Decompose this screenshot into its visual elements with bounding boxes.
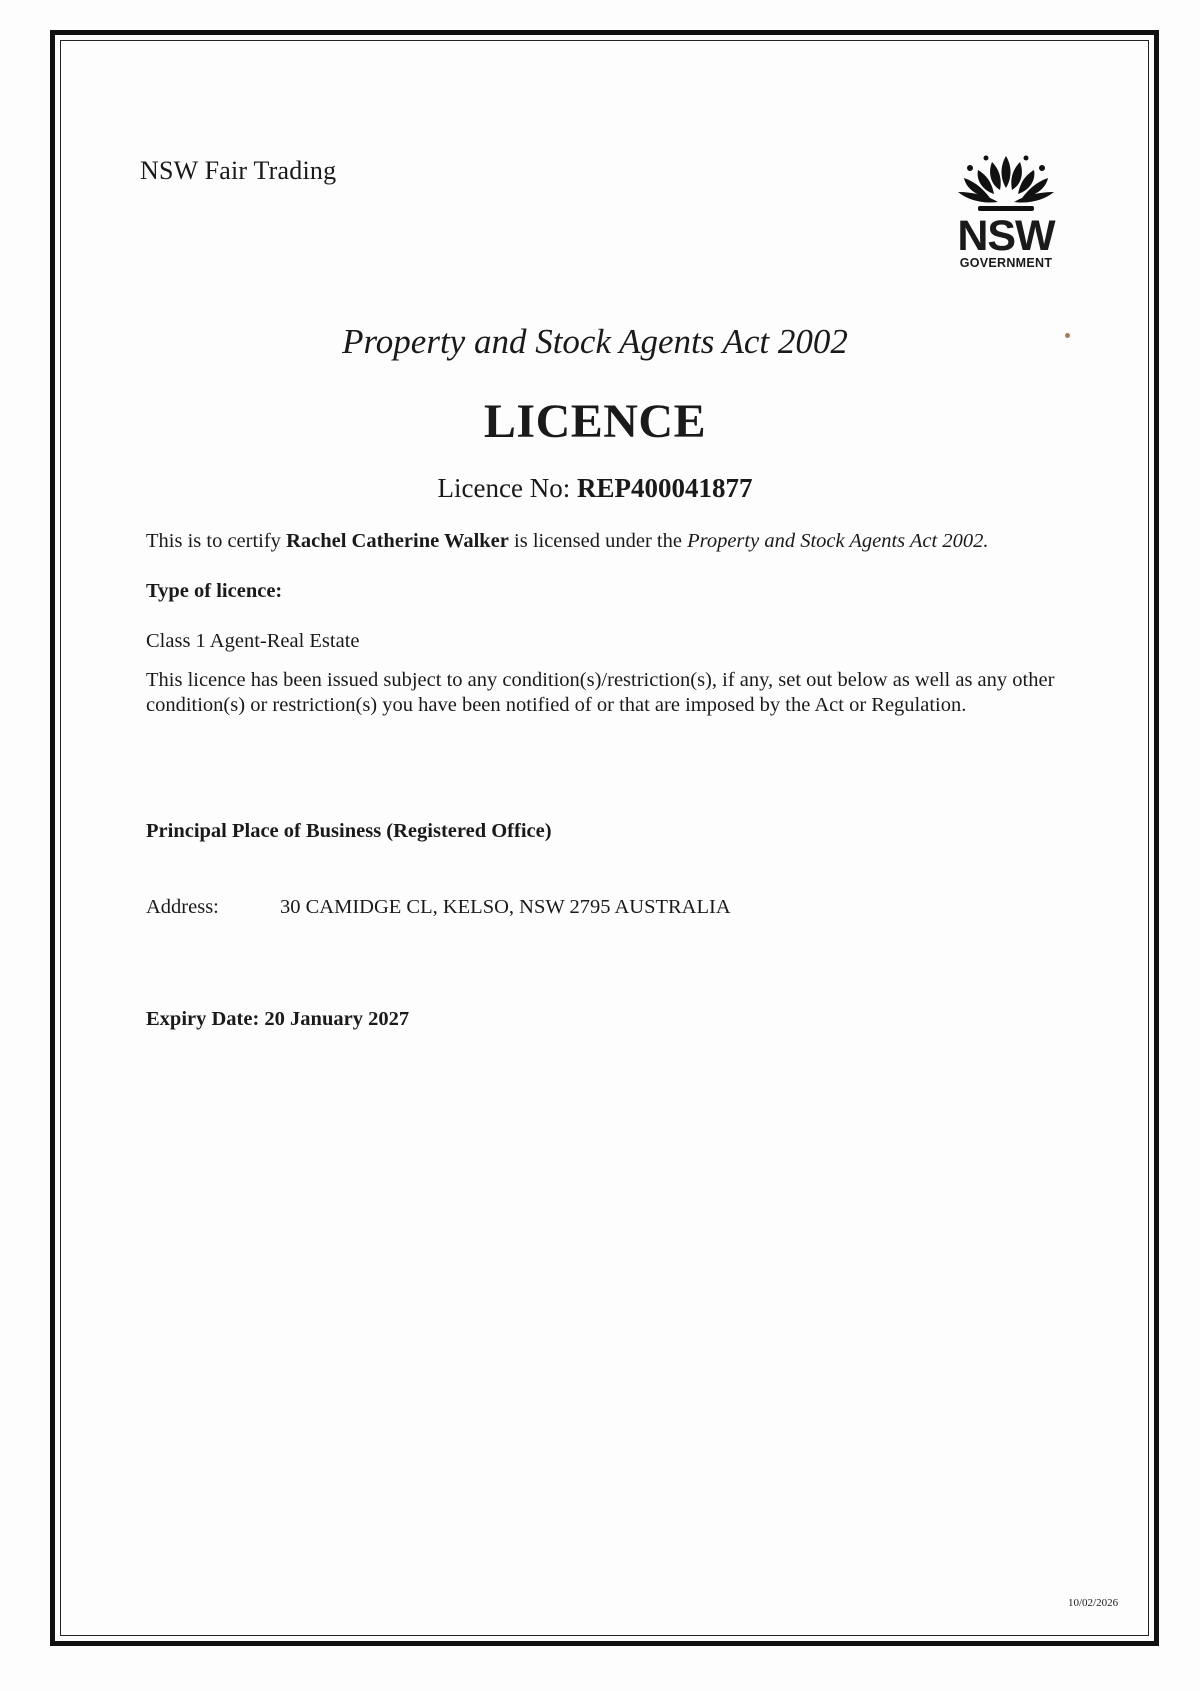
certify-act: Property and Stock Agents Act 2002. [687, 530, 989, 552]
licence-type-value: Class 1 Agent-Real Estate [146, 630, 360, 652]
logo-nsw-text: NSW [957, 212, 1055, 260]
print-date: 10/02/2026 [1068, 1597, 1119, 1609]
licence-number-label: Licence No: [437, 473, 571, 503]
licensee-name: Rachel Catherine Walker [286, 530, 509, 552]
business-heading: Principal Place of Business (Registered Office) [146, 820, 552, 842]
address-value: 30 CAMIDGE CL, KELSO, NSW 2795 AUSTRALIA [280, 896, 731, 918]
waratah-icon [948, 152, 1064, 214]
certification-statement [146, 530, 1106, 553]
act-title: Property and Stock Agents Act 2002 [342, 322, 848, 361]
document-heading: LICENCE [483, 395, 707, 448]
conditions-paragraph: This licence has been issued subject to any condition(s)/restriction(s), if any, set out below as well as any other condition(s) or restriction(s) you have been notified of or that are imposed by the Act or Regulation. [146, 669, 1055, 716]
logo-government-text: GOVERNMENT [959, 256, 1053, 270]
licence-number-line [0, 473, 1190, 504]
certify-middle: is licensed under the [514, 530, 682, 552]
certify-prefix: This is to certify [146, 530, 281, 552]
expiry-date: Expiry Date: 20 January 2027 [146, 1008, 410, 1030]
nsw-government-logo [945, 152, 1067, 282]
agency-name: NSW Fair Trading [140, 156, 337, 185]
licence-type-heading: Type of licence: [146, 580, 283, 602]
address-label: Address: [146, 896, 219, 918]
licence-number-value: REP400041877 [576, 473, 753, 503]
